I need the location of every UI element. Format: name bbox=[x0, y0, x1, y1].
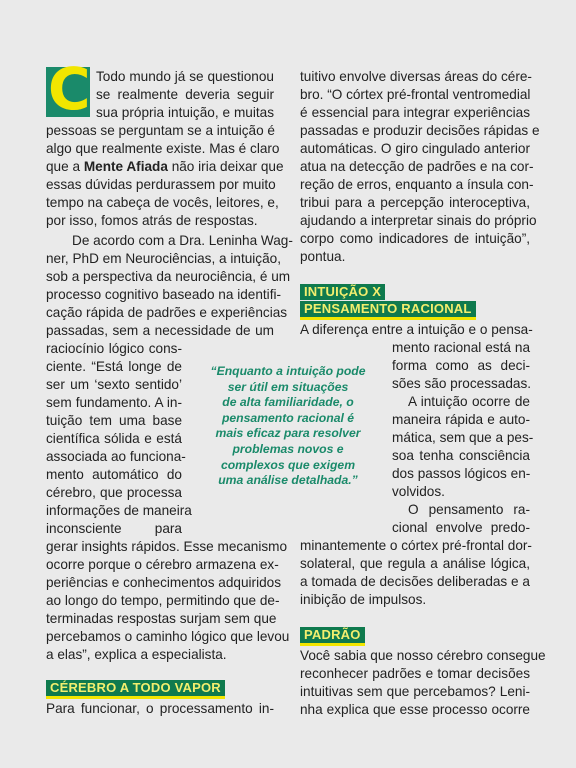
text-line: maneira rápida e auto- bbox=[392, 412, 530, 427]
text-line: por isso, fomos atrás de respostas. bbox=[46, 213, 258, 228]
heading-underline bbox=[300, 317, 476, 320]
pull-quote bbox=[206, 364, 370, 489]
text-line: De acordo com a Dra. Leninha Wag- bbox=[72, 233, 293, 248]
text-line: inibição de impulsos. bbox=[300, 592, 427, 607]
text-line: sem fundamento. A in- bbox=[46, 395, 182, 410]
text-line: ner, PhD em Neurociências, a intuição, bbox=[46, 251, 281, 266]
text-line: passadas, sem a necessidade de um bbox=[46, 323, 274, 338]
text-line: A intuição ocorre de bbox=[408, 394, 530, 409]
text-line: sões são processadas. bbox=[392, 376, 532, 391]
text-line: bro. “O córtex pré-frontal ventromedial bbox=[300, 87, 531, 102]
text-line: atua na detecção de padrões e na cor- bbox=[300, 159, 534, 174]
text-line: minantemente o córtex pré-frontal dor- bbox=[300, 538, 532, 553]
magazine-name: Mente Afiada bbox=[83, 159, 168, 174]
text-line: se realmente deveria seguir bbox=[96, 87, 274, 102]
text-line: volvidos. bbox=[392, 484, 445, 499]
text-line: algo que realmente existe. Mas é claro bbox=[46, 141, 280, 156]
text-line: tribui para a percepção interoceptiva, bbox=[300, 195, 530, 210]
text-fragment: não iria deixar que bbox=[171, 159, 284, 174]
text-line: ser um ‘sexto sentido’ bbox=[46, 377, 182, 392]
text-line: forma como as deci- bbox=[392, 358, 530, 373]
text-line: Você sabia que nosso cérebro consegue bbox=[300, 648, 546, 663]
section-heading-text: PENSAMENTO RACIONAL bbox=[304, 301, 472, 316]
drop-cap-letter: C bbox=[48, 55, 91, 123]
text-line: ocorre porque o cérebro armazena ex- bbox=[46, 557, 279, 572]
section-heading-pensamento bbox=[300, 301, 476, 317]
text-line: é essencial para integrar experiências bbox=[300, 105, 530, 120]
pull-quote-line: ser útil em situações bbox=[227, 379, 349, 394]
text-line: corpo como indicadores de intuição”, bbox=[300, 231, 530, 246]
text-line: mento racional está na bbox=[392, 340, 530, 355]
text-line: reconhecer padrões e tomar decisões bbox=[300, 666, 530, 681]
text-line: nha explica que esse processo ocorre bbox=[300, 702, 530, 717]
text-line: passadas e produzir decisões rápidas e bbox=[300, 123, 540, 138]
text-line: ciente. “Está longe de bbox=[46, 359, 182, 374]
text-line: inconsciente para bbox=[46, 521, 182, 536]
text-line: sob a perspectiva da neurociência, é um bbox=[46, 269, 291, 284]
text-line: cação rápida de padrões e experiências bbox=[46, 305, 288, 320]
pull-quote-line: “Enquanto a intuição pode bbox=[210, 364, 366, 378]
text-line: a tomada de decisões deliberadas e a bbox=[300, 574, 530, 589]
text-line: A diferença entre a intuição e o pensa- bbox=[300, 322, 533, 337]
text-fragment: que a bbox=[46, 159, 81, 174]
text-line: associada ao funciona- bbox=[46, 449, 186, 464]
heading-underline bbox=[300, 643, 365, 646]
section-heading-text: PADRÃO bbox=[304, 627, 361, 642]
text-line: processo cognitivo baseado na identifi- bbox=[46, 287, 282, 302]
text-line: sua própria intuição, e muitas bbox=[96, 105, 274, 120]
text-line: científica sólida e está bbox=[46, 431, 182, 446]
text-line: soa tenha consciência bbox=[392, 448, 530, 463]
text-line: raciocínio lógico cons- bbox=[46, 341, 182, 356]
pull-quote-line: problemas novos e bbox=[232, 441, 344, 456]
section-heading-intuicao bbox=[300, 284, 385, 300]
pull-quote-line: complexos que exigem bbox=[220, 457, 356, 472]
text-line: ajudando a interpretar sinais do próprio bbox=[300, 213, 537, 228]
text-line: terminadas respostas surjam sem que bbox=[46, 611, 277, 626]
section-heading-text: INTUIÇÃO X bbox=[304, 284, 382, 299]
text-line: solateral, que regula a análise lógica, bbox=[300, 556, 530, 571]
pull-quote-line: mais eficaz para resolver bbox=[215, 426, 361, 441]
text-line: percebamos o caminho lógico que levou bbox=[46, 629, 290, 644]
text-line: mento automático do bbox=[46, 467, 182, 482]
text-line: intuitivas sem que percebamos? Leni- bbox=[300, 684, 530, 699]
text-line: essas dúvidas perdurassem por muito bbox=[46, 177, 276, 192]
text-line: cional envolve predo- bbox=[392, 520, 530, 535]
text-line: tuitivo envolve diversas áreas do cére- bbox=[300, 69, 532, 84]
pull-quote-line: pensamento racional é bbox=[221, 410, 355, 425]
text-line: pontua. bbox=[300, 249, 346, 264]
text-line: Para funcionar, o processamento in- bbox=[46, 701, 274, 716]
text-line: cérebro, que processa bbox=[46, 485, 182, 500]
heading-underline bbox=[46, 696, 225, 699]
text-line: dos passos lógicos en- bbox=[392, 466, 531, 481]
text-line: Todo mundo já se questionou bbox=[96, 69, 274, 84]
text-line: a elas”, explica a especialista. bbox=[46, 647, 227, 662]
text-line bbox=[46, 158, 284, 175]
text-line: gerar insights rápidos. Esse mecanismo bbox=[46, 539, 288, 554]
text-line: tuição tem uma base bbox=[46, 413, 182, 428]
section-heading-text: CÉREBRO A TODO VAPOR bbox=[50, 680, 221, 695]
pull-quote-line: de alta familiaridade, o bbox=[222, 395, 354, 410]
text-line: mática, sem que a pes- bbox=[392, 430, 534, 445]
text-line: ao longo do tempo, permitindo que de- bbox=[46, 593, 280, 608]
text-line: pessoas se perguntam se a intuição é bbox=[46, 123, 275, 138]
text-line: O pensamento ra- bbox=[408, 502, 530, 517]
text-line: tempo na cabeça de vocês, leitores, e, bbox=[46, 195, 279, 210]
section-heading-padrao bbox=[300, 627, 365, 643]
text-line: reção de erros, enquanto a ínsula con- bbox=[300, 177, 534, 192]
section-heading-cerebro bbox=[46, 680, 225, 696]
text-line: periências e conhecimentos adquiridos bbox=[46, 575, 282, 590]
text-line: automáticas. O giro cingulado anterior bbox=[300, 141, 530, 156]
pull-quote-line: uma análise detalhada.” bbox=[218, 473, 358, 488]
text-line: informações de maneira bbox=[46, 503, 192, 518]
